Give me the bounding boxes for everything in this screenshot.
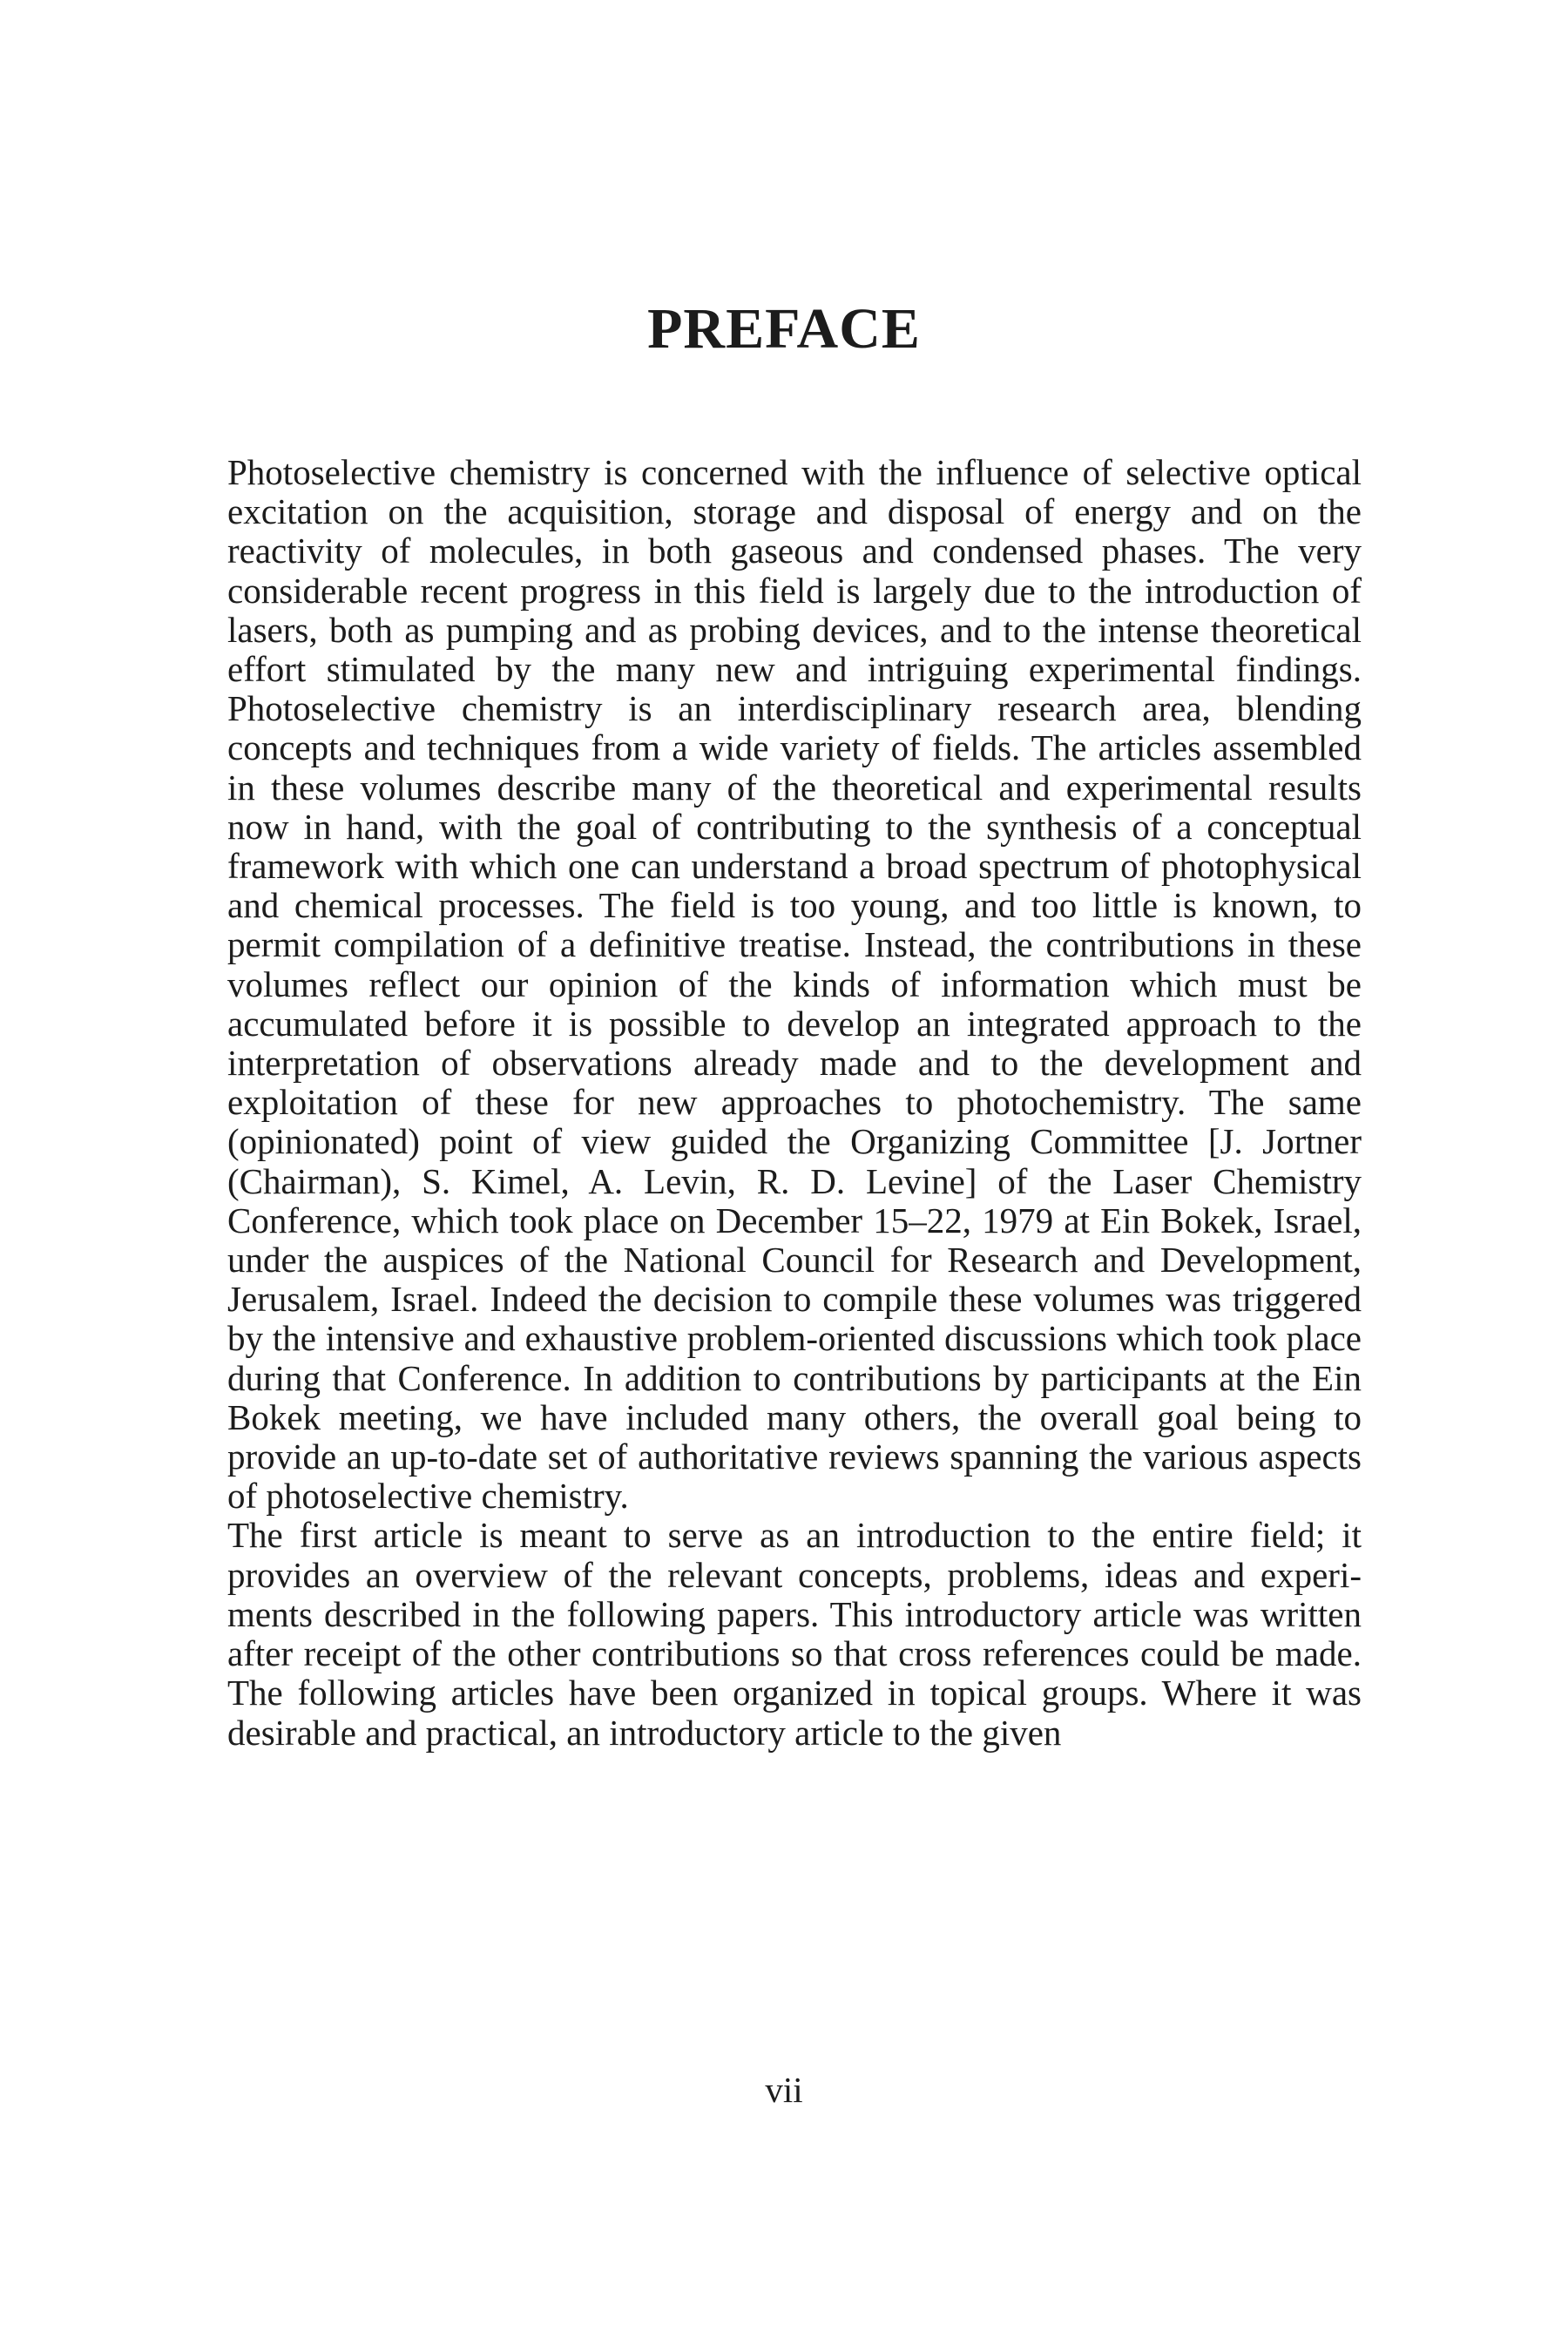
preface-body — [227, 453, 1362, 1753]
paragraph-1: Photoselective chemistry is concerned with the influence of selective optical excitation on the acquisition, storage and disposal of energy and on the reactivity of molecules, in both gaseous and condensed phases. The very considerable recent progress in this field is largely due to the introduction of lasers, both as pumping and as probing devices, and to the intense theoretical effort stimulated by the many new and intriguing experimental findings. Photoselective chemistry is an interdisciplinary research area, blending concepts and techniques from a wide variety of fields. The articles assembled in these volumes describe many of the theoretical and experimental results now in hand, with the goal of contributing to the synthesis of a conceptual framework with which one can understand a broad spectrum of photophysical and chemical processes. The field is too young, and too little is known, to permit compilation of a definitive treatise. Instead, the contributions in these volumes reflect our opinion of the kinds of information which must be accumulated before it is possible to develop an integrated approach to the interpretation of observations already made and to the development and exploitation of these for new approaches to photochemistry. The same (opinionated) point of view guided the Organizing Committee [J. Jortner (Chairman), S. Kimel, A. Levin, R. D. Levine] of the Laser Chemistry Conference, which took place on December 15–22, 1979 at Ein Bokek, Israel, under the auspices of the National Council for Research and Development, Jerusalem, Israel. Indeed the decision to compile these volumes was triggered by the intensive and exhaustive problem-oriented discussions which took place during that Conference. In addition to contributions by participants at the Ein Bokek meeting, we have included many others, the overall goal being to provide an up-to-date set of authoritative reviews spanning the various aspects of photoselective chemistry. — [227, 452, 1362, 1517]
paragraph-2: The first article is meant to serve as an introduction to the entire field; it provides an overview of the relevant concepts, problems, ideas and experiments described in the following papers. This introductory article was written after receipt of the other contributions so that cross references could be made. The following articles have been organized in topical groups. Where it was desirable and practical, an introductory article to the given — [227, 1515, 1362, 1753]
page-title: PREFACE — [647, 297, 921, 361]
page-number: vii — [765, 2070, 803, 2110]
